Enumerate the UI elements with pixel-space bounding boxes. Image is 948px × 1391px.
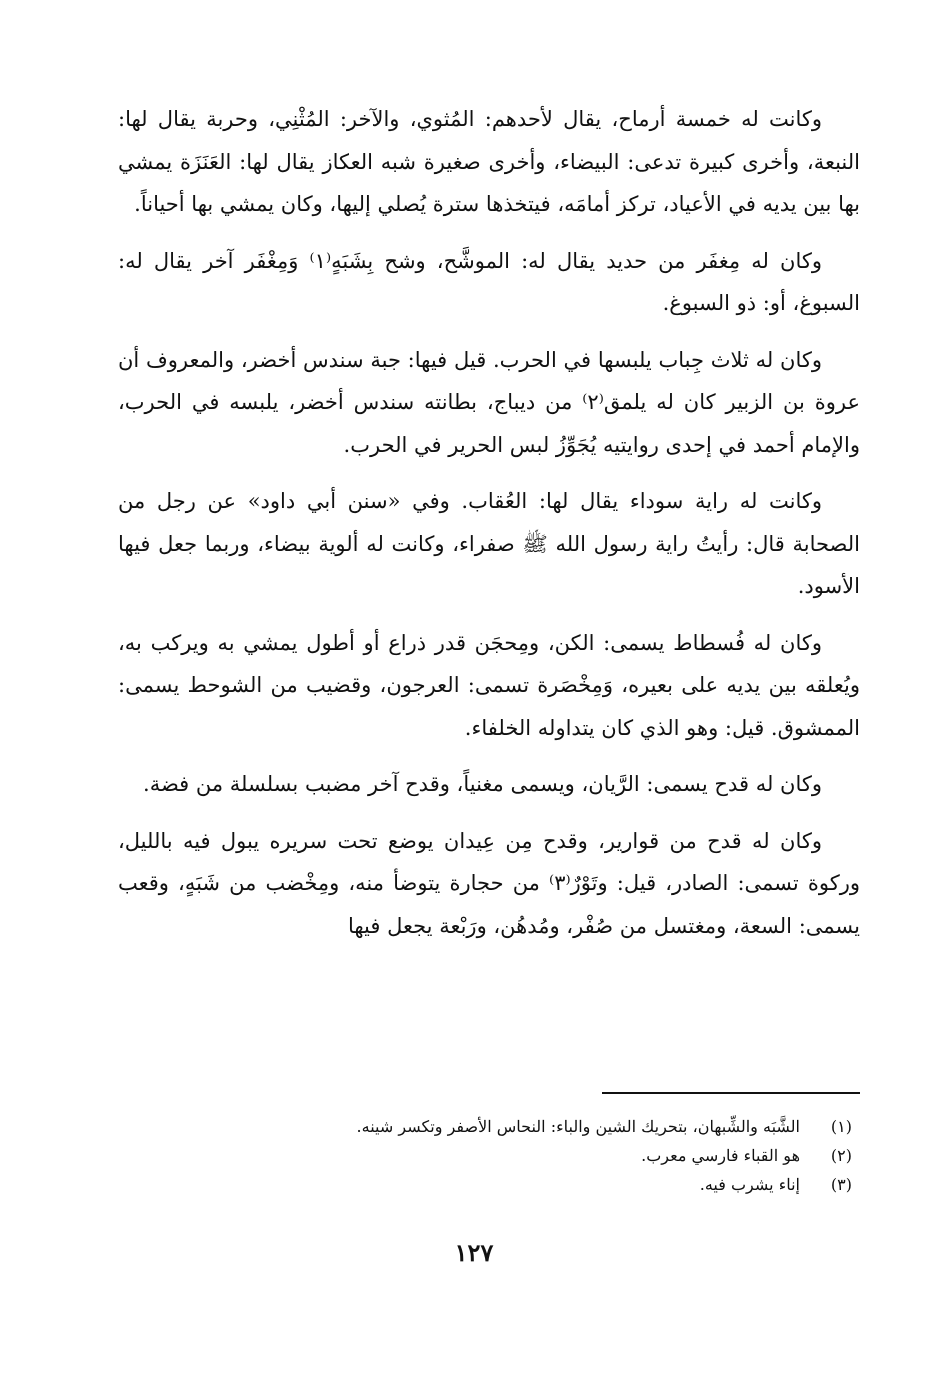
paragraph-vessels: وكان له قدح من قوارير، وقدح مِن عِيدان يوضع تحت سريره يبول فيه بالليل، وركوة تسمى: الصادر، قيل: وتَوْرٌ⁽٣⁾ من حجارة يتوضأ منه، ومِخْضب من شَبَهٍ، وقعب يسمى: السعة، ومغتسل من صُفْر، ومُدهُن، ورَبْعة يجعل فيها	[118, 828, 861, 938]
footnote-number: (٣)	[830, 1175, 852, 1194]
paragraph-cup: وكان له قدح يسمى: الرَّيان، ويسمى مغنياً، وقدح آخر مضبب بسلسلة من فضة.	[143, 772, 822, 796]
main-text	[118, 98, 860, 961]
footnotes	[118, 1112, 852, 1199]
footnote-divider	[602, 1092, 860, 1094]
paragraph-helmet: وكان له مِغفَر من حديد يقال له: الموشَّح، وشح بِشَبَهٍ⁽١⁾ وَمِغْفَر آخر يقال له: السبوغ، أو: ذو السبوغ.	[118, 248, 860, 315]
footnote-3	[118, 1170, 852, 1199]
footnote-text: إناء يشرب فيه.	[699, 1175, 800, 1194]
paragraph-banner: وكانت له راية سوداء يقال لها: العُقاب. وفي «سنن أبي داود» عن رجل من الصحابة قال: رأيتُ راية رسول الله ﷺ صفراء، وكانت له ألوية بيضاء، وربما جعل فيها الأسود.	[118, 489, 860, 598]
paragraph-tent: وكان له فُسطاط يسمى: الكن، ومِحجَن قدر ذراع أو أطول يمشي به ويركب به، ويُعلقه بين يديه على بعيره، وَمِخْصَرة تسمى: العرجون، وقضيب من الشوحط يسمى: الممشوق. قيل: وهو الذي كان يتداوله الخلفاء.	[118, 630, 860, 740]
page-number: ١٢٧	[454, 1238, 494, 1267]
footnote-number: (٢)	[830, 1146, 852, 1165]
footnote-1	[118, 1112, 852, 1141]
paragraph-spears: وكانت له خمسة أرماح، يقال لأحدهم: المُثوي، والآخر: المُثْنِي، وحربة يقال لها: النبعة، وأخرى كبيرة تدعى: البيضاء، وأخرى صغيرة شبه العكاز يقال لها: العَنَزَة يمشي بها بين يديه في الأعياد، تركز أمامَه، فيتخذها سترة يُصلي إليها، وكان يمشي بها أحياناً.	[118, 107, 860, 216]
footnote-text: هو القباء فارسي معرب.	[641, 1146, 800, 1165]
paragraph-robes: وكان له ثلاث جِباب يلبسها في الحرب. قيل فيها: جبة سندس أخضر، والمعروف أن عروة بن الزبير كان له يلمق⁽٢⁾ من ديباج، بطانته سندس أخضر، يلبسه في الحرب، والإمام أحمد في إحدى روايتيه يُجَوِّزُ لبس الحرير في الحرب.	[118, 347, 861, 457]
footnote-2	[118, 1141, 852, 1170]
footnote-text: الشَّبَه والشِّبهان، بتحريك الشين والباء: النحاس الأصفر وتكسر شينه.	[356, 1117, 800, 1136]
footnote-number: (١)	[830, 1117, 852, 1136]
